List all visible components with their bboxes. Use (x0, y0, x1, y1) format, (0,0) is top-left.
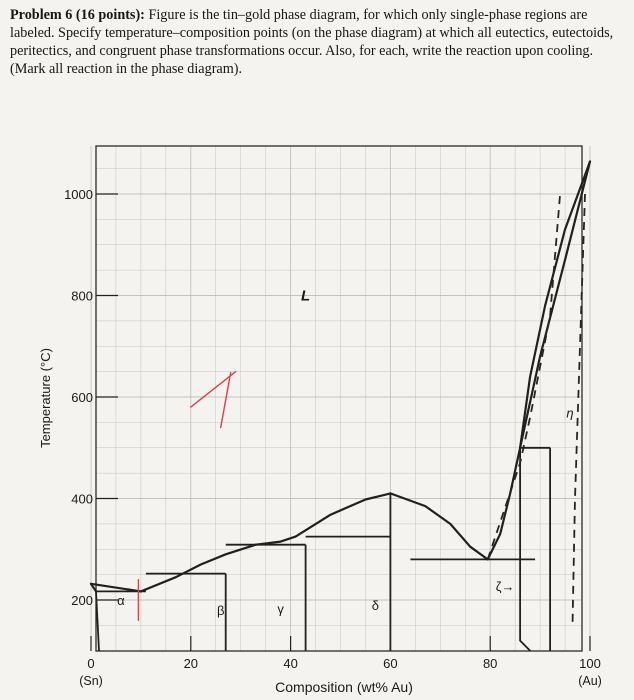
liquidus-beta (141, 545, 256, 592)
region-label: δ (371, 598, 380, 614)
x-tick-label: 0 (87, 656, 95, 671)
x-tick-label: 40 (283, 656, 298, 671)
y-tick-label: 800 (71, 288, 93, 304)
y-tick-label: 600 (71, 390, 93, 405)
region-label: L (300, 287, 311, 305)
y-axis-label: Temperature (°C) (38, 348, 53, 448)
x-tick-label: 100 (579, 656, 601, 671)
x-tick-label: 60 (383, 656, 398, 671)
annotations (138, 372, 235, 621)
liquidus-delta-left (296, 493, 391, 536)
region-label: β (216, 603, 225, 619)
x-tick-sublabel: (Sn) (79, 674, 103, 688)
eta-solvus-right (573, 194, 586, 625)
y-tick-label: 400 (71, 491, 93, 507)
y-tick-label: 1000 (64, 187, 93, 202)
grid (91, 146, 590, 651)
region-label: α (117, 593, 125, 609)
problem-body: Figure is the tin–gold phase diagram, for which only single-phase regions are labeled. Specify temperature–composition points (on the phase diagram) at which all eutectics, eutectoids, peritectics, and congruent phase transformations occur. Also, for each, write the reaction upon cooling. (Mark all reaction in the phase diagram). (10, 7, 614, 77)
region-labels (117, 288, 573, 619)
x-tick-label: 80 (482, 656, 498, 671)
problem-heading: Problem 6 (16 points): (10, 7, 145, 23)
liquidus-gamma (256, 537, 296, 545)
y-tick-label: 200 (71, 593, 93, 608)
region-label: γ (277, 601, 284, 617)
x-tick-label: 20 (183, 656, 199, 671)
liquidus-au-side (488, 162, 590, 560)
red-cross-stroke-2 (221, 373, 231, 428)
x-tick-sublabel: (Au) (578, 674, 602, 688)
region-label: η (566, 405, 574, 421)
x-axis-label: Composition (wt% Au) (275, 679, 413, 695)
region-label: ζ→ (495, 578, 515, 594)
red-cross-stroke-1 (191, 372, 236, 408)
plot-frame (96, 146, 582, 651)
